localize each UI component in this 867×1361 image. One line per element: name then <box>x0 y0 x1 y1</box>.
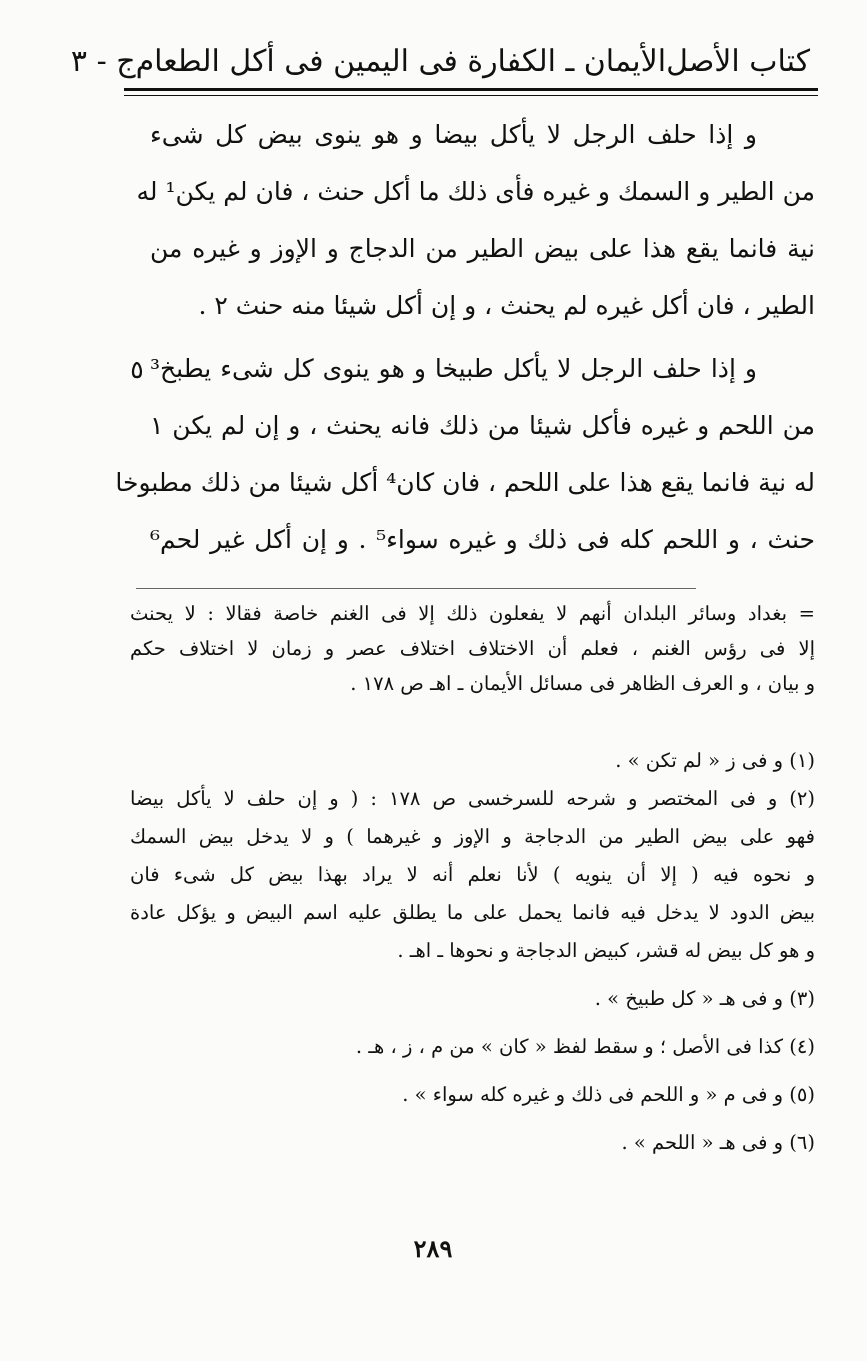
volume-number: ج - ٣ <box>70 43 136 79</box>
footnote-2 <box>130 780 815 970</box>
footnote-text: بيض الدود لا يدخل فيه فانما يحمل على ما يطلق عليه اسم البيض و يؤكل عادة <box>130 901 815 924</box>
paragraph-eggs <box>136 106 815 334</box>
footnote-label: (٤) <box>789 1035 815 1058</box>
footnote-text: و هو كل بيض له قشر، كبيض الدجاجة و نحوها ـ اهـ . <box>397 939 815 962</box>
footnote-1 <box>130 742 815 780</box>
line-number-marker: ٥ <box>130 355 144 384</box>
book-title: كتاب الأصل <box>666 43 810 79</box>
chapter-title: الأيمان ـ الكفارة فى اليمين فى أكل الطعام <box>135 43 667 79</box>
footnote-text: و نحوه فيه ( إلا أن ينويه ) لأنا نعلم أنه لا يراد بهذا بيض كل شىء فان <box>130 863 815 886</box>
footnote-label: (١) <box>789 749 815 772</box>
footnote-text: فهو على بيض الطير من الدجاجة و الإوز و غيرهما ) و لا يدخل بيض السمك <box>130 825 815 848</box>
footnote-text: و فى ز « لم تكن » . <box>615 749 784 772</box>
text-line: من اللحم و غيره فأكل شيئا من ذلك فانه يحنث ، و إن لم يكن ١ <box>150 411 815 440</box>
footnote-text: كذا فى الأصل ؛ و سقط لفظ « كان » من م ، ز ، هـ . <box>355 1035 784 1058</box>
footnotes <box>130 742 815 1162</box>
footnote-label: (٢) <box>789 787 815 810</box>
footnote-label: (٦) <box>789 1131 815 1154</box>
footnote-6 <box>130 1124 815 1162</box>
text-line: الطير ، فان أكل غيره لم يحنث ، و إن أكل شيئا منه حنث ٢ . <box>198 291 815 320</box>
footnote-separator <box>136 588 696 589</box>
running-header <box>70 36 810 86</box>
footnote-5 <box>130 1076 815 1114</box>
footnote-text: و فى هـ « كل طبيخ » . <box>594 987 784 1010</box>
footnote-text: و فى المختصر و شرحه للسرخسى ص ١٧٨ : ( و إن حلف لا يأكل بيضا <box>130 787 778 810</box>
note-line: و بيان ، و العرف الظاهر فى مسائل الأيمان ـ اهـ ص ١٧٨ . <box>350 672 815 695</box>
paragraph-cooked-food <box>115 340 815 568</box>
text-line: حنث ، و اللحم كله فى ذلك و غيره سواء⁵ . و إن أكل غير لحم⁶ <box>150 525 815 554</box>
text-line: من الطير و السمك و غيره فأى ذلك ما أكل حنث ، فان لم يكن¹ له <box>136 177 815 206</box>
main-text <box>115 106 815 568</box>
note-line: إلا فى رؤس الغنم ، فعلم أن الاختلاف اختلاف عصر و زمان لا اختلاف حكم <box>130 637 815 660</box>
footnote-text: و فى م « و اللحم فى ذلك و غيره كله سواء » . <box>402 1083 784 1106</box>
header-rule-thin <box>124 95 818 96</box>
header-rule-thick <box>124 88 818 91</box>
footnote-3 <box>130 980 815 1018</box>
text-line: نية فانما يقع هذا على بيض الطير من الدجاج و الإوز و غيره من <box>150 234 815 263</box>
page-number: ٢٨٩ <box>413 1234 453 1263</box>
footnote-text: و فى هـ « اللحم » . <box>621 1131 784 1154</box>
continued-note <box>130 596 815 701</box>
text-line: و إذا حلف الرجل لا يأكل بيضا و هو ينوى بيض كل شىء <box>150 120 757 149</box>
footnote-label: (٣) <box>789 987 815 1010</box>
footnote-label: (٥) <box>789 1083 815 1106</box>
text-line: له نية فانما يقع هذا على اللحم ، فان كان⁴ أكل شيئا من ذلك مطبوخا <box>115 468 815 497</box>
note-line: = بغداد وسائر البلدان أنهم لا يفعلون ذلك إلا فى الغنم خاصة فقالا : لا يحنث <box>130 602 815 625</box>
footnote-4 <box>130 1028 815 1066</box>
text-line: و إذا حلف الرجل لا يأكل طبيخا و هو ينوى كل شىء يطبخ³ <box>150 354 757 383</box>
